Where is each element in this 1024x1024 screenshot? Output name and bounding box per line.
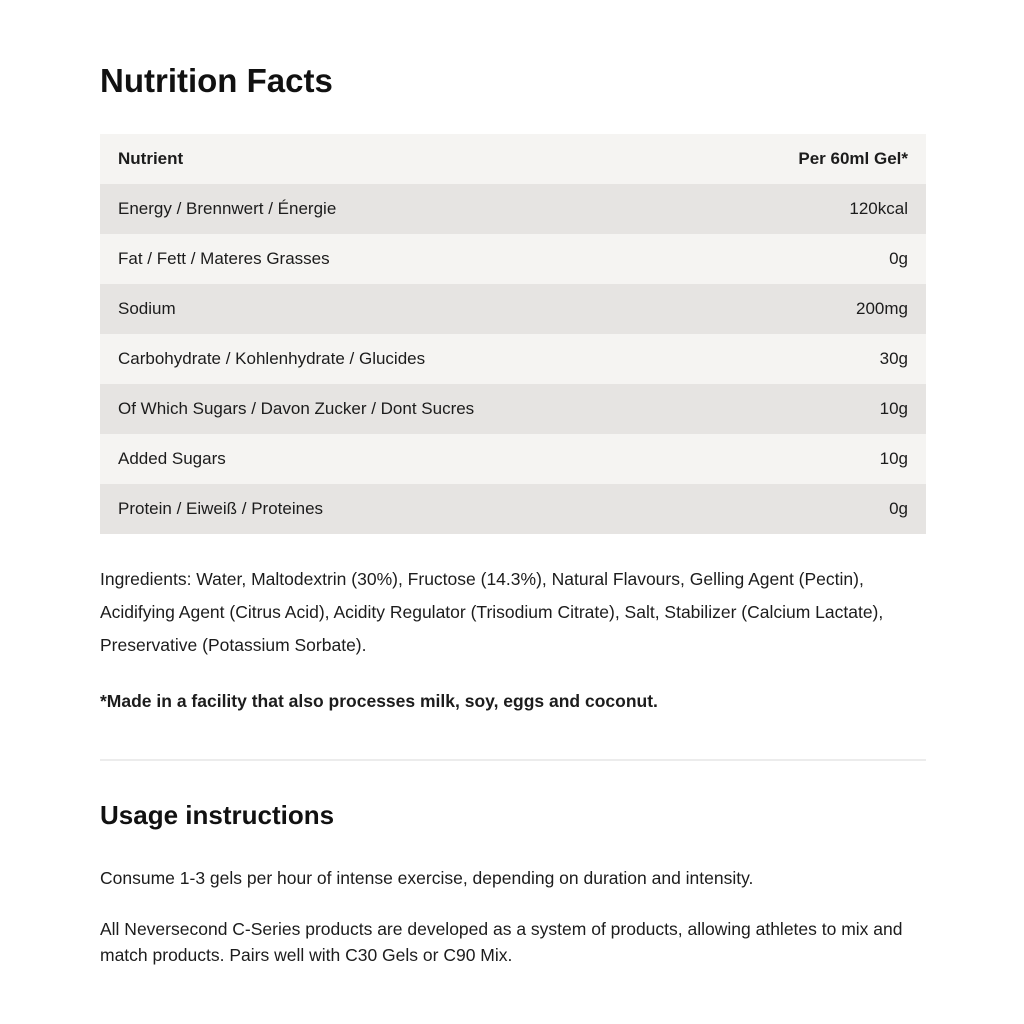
table-row: [100, 384, 926, 434]
row-label: Protein / Eiweiß / Proteines: [118, 498, 324, 518]
table-row: [100, 184, 926, 234]
column-header-amount: Per 60ml Gel*: [798, 148, 908, 168]
nutrition-label-page: [100, 62, 926, 968]
row-label: Added Sugars: [118, 448, 226, 468]
usage-instructions-heading: Usage instructions: [100, 799, 335, 830]
page-title: Nutrition Facts: [100, 62, 333, 99]
row-value: 10g: [879, 448, 908, 468]
row-value: 200mg: [856, 298, 908, 318]
row-value: 0g: [889, 498, 908, 518]
table-row: [100, 484, 926, 534]
row-label: Fat / Fett / Materes Grasses: [118, 248, 330, 268]
table-row: [100, 234, 926, 284]
row-value: 30g: [879, 348, 908, 368]
row-value: 120kcal: [849, 198, 908, 218]
column-header-nutrient: Nutrient: [118, 148, 184, 168]
nutrition-table: [100, 134, 926, 534]
row-value: 0g: [889, 248, 908, 268]
row-label: Energy / Brennwert / Énergie: [118, 198, 337, 218]
row-value: 10g: [879, 398, 908, 418]
allergen-note: *Made in a facility that also processes milk, soy, eggs and coconut.: [100, 690, 658, 711]
table-row: [100, 334, 926, 384]
usage-paragraph-2: All Neversecond C-Series products are developed as a system of products, allowing athletes to mix and match products. Pairs well with C30 Gels or C90 Mix.: [100, 918, 903, 965]
section-divider: [100, 759, 926, 761]
row-label: Carbohydrate / Kohlenhydrate / Glucides: [118, 348, 426, 368]
usage-paragraph-1: Consume 1-3 gels per hour of intense exercise, depending on duration and intensity.: [100, 867, 754, 888]
ingredients-text: Ingredients: Water, Maltodextrin (30%), Fructose (14.3%), Natural Flavours, Gelling Agent (Pectin), Acidifying Agent (Citrus Acid), Acidity Regulator (Trisodium Citrate), Salt, Stabilizer (Calcium Lactate), Preservative (Potassium Sorbate).: [100, 568, 884, 655]
table-row: [100, 434, 926, 484]
row-label: Of Which Sugars / Davon Zucker / Dont Sucres: [118, 398, 475, 418]
table-row: [100, 284, 926, 334]
row-label: Sodium: [118, 298, 176, 318]
table-header-row: [100, 134, 926, 184]
